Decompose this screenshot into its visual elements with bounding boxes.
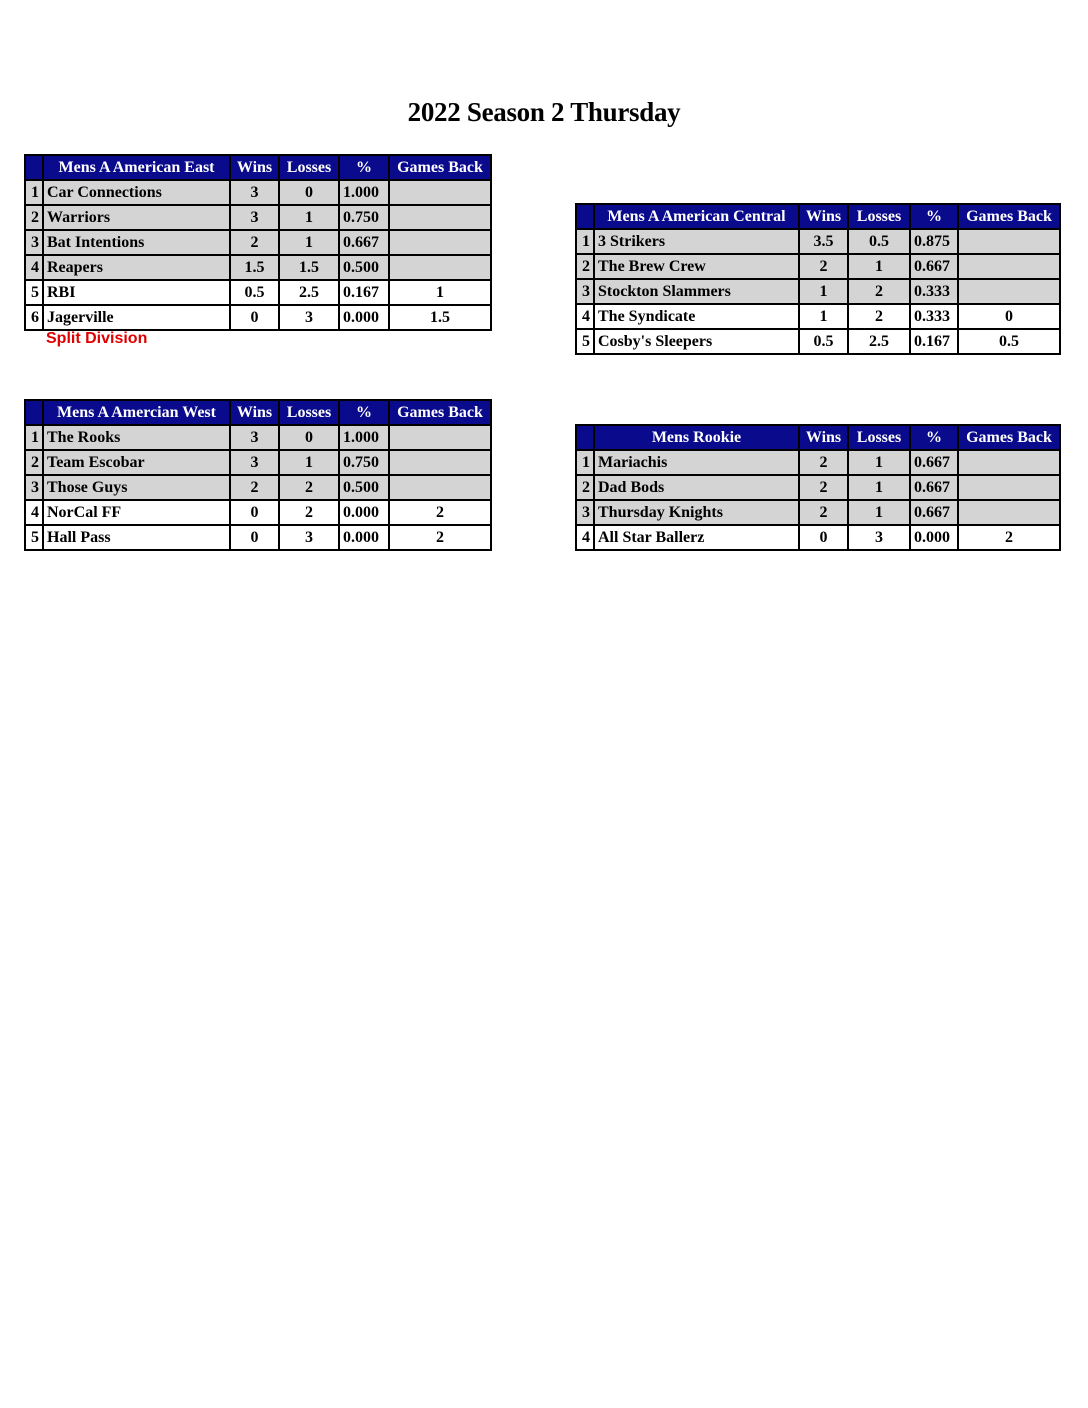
table-row <box>25 450 491 475</box>
rank-cell: 2 <box>576 254 594 279</box>
losses-cell: 1.5 <box>279 255 339 280</box>
table-header-row <box>25 400 491 425</box>
table-row <box>25 305 491 330</box>
rank-cell: 3 <box>576 500 594 525</box>
losses-cell: 1 <box>279 450 339 475</box>
wins-cell: 2 <box>799 254 848 279</box>
pct-header: % <box>339 155 389 180</box>
wins-cell: 0 <box>230 500 279 525</box>
games-back-cell <box>389 450 491 475</box>
team-name: 3 Strikers <box>594 229 799 254</box>
wins-cell: 3.5 <box>799 229 848 254</box>
pct-header: % <box>339 400 389 425</box>
pct-cell: 0.000 <box>339 500 389 525</box>
wins-cell: 3 <box>230 180 279 205</box>
games-back-cell <box>389 255 491 280</box>
team-name: Jagerville <box>43 305 230 330</box>
rank-cell: 5 <box>576 329 594 354</box>
team-name: Dad Bods <box>594 475 799 500</box>
losses-cell: 2.5 <box>848 329 910 354</box>
rank-cell: 5 <box>25 280 43 305</box>
rank-cell: 5 <box>25 525 43 550</box>
team-name: NorCal FF <box>43 500 230 525</box>
table-row <box>576 525 1060 550</box>
pct-cell: 1.000 <box>339 425 389 450</box>
division-name: Mens Rookie <box>594 425 799 450</box>
rank-cell: 1 <box>576 229 594 254</box>
table-row <box>576 229 1060 254</box>
games-back-header: Games Back <box>958 204 1060 229</box>
team-name: Reapers <box>43 255 230 280</box>
team-name: All Star Ballerz <box>594 525 799 550</box>
team-name: The Rooks <box>43 425 230 450</box>
table-row <box>576 304 1060 329</box>
table-row <box>576 450 1060 475</box>
division-name: Mens A Amercian West <box>43 400 230 425</box>
table-row <box>25 500 491 525</box>
team-name: Bat Intentions <box>43 230 230 255</box>
wins-header: Wins <box>799 425 848 450</box>
rank-cell: 2 <box>576 475 594 500</box>
team-name: Car Connections <box>43 180 230 205</box>
team-name: The Brew Crew <box>594 254 799 279</box>
wins-cell: 2 <box>799 500 848 525</box>
pct-cell: 0.667 <box>910 450 958 475</box>
rank-cell: 1 <box>576 450 594 475</box>
rank-cell: 2 <box>25 205 43 230</box>
pct-cell: 0.500 <box>339 255 389 280</box>
games-back-cell: 1 <box>389 280 491 305</box>
wins-cell: 0.5 <box>799 329 848 354</box>
team-name: Thursday Knights <box>594 500 799 525</box>
games-back-cell <box>958 229 1060 254</box>
losses-cell: 1 <box>848 475 910 500</box>
games-back-header: Games Back <box>389 155 491 180</box>
wins-header: Wins <box>799 204 848 229</box>
pct-cell: 1.000 <box>339 180 389 205</box>
losses-cell: 1 <box>279 205 339 230</box>
pct-cell: 0.667 <box>339 230 389 255</box>
wins-cell: 2 <box>799 475 848 500</box>
standings-table-rookie <box>575 424 1061 551</box>
rank-cell: 4 <box>576 304 594 329</box>
pct-cell: 0.500 <box>339 475 389 500</box>
table-row <box>576 254 1060 279</box>
rank-header <box>576 204 594 229</box>
table-row <box>576 500 1060 525</box>
wins-header: Wins <box>230 400 279 425</box>
rank-header <box>576 425 594 450</box>
games-back-cell <box>958 254 1060 279</box>
rank-header <box>25 155 43 180</box>
rank-cell: 3 <box>25 230 43 255</box>
losses-header: Losses <box>279 400 339 425</box>
pct-header: % <box>910 204 958 229</box>
team-name: RBI <box>43 280 230 305</box>
team-name: The Syndicate <box>594 304 799 329</box>
games-back-cell: 2 <box>958 525 1060 550</box>
games-back-cell: 1.5 <box>389 305 491 330</box>
losses-cell: 2 <box>848 304 910 329</box>
pct-cell: 0.000 <box>339 305 389 330</box>
table-row <box>576 279 1060 304</box>
losses-cell: 1 <box>848 500 910 525</box>
losses-cell: 2 <box>279 500 339 525</box>
rank-cell: 4 <box>25 255 43 280</box>
pct-cell: 0.750 <box>339 450 389 475</box>
table-row <box>25 230 491 255</box>
table-row <box>25 425 491 450</box>
games-back-cell <box>389 425 491 450</box>
games-back-header: Games Back <box>389 400 491 425</box>
team-name: Stockton Slammers <box>594 279 799 304</box>
wins-cell: 0 <box>230 525 279 550</box>
pct-cell: 0.667 <box>910 254 958 279</box>
rank-cell: 1 <box>25 180 43 205</box>
division-name: Mens A American Central <box>594 204 799 229</box>
losses-cell: 0.5 <box>848 229 910 254</box>
pct-cell: 0.667 <box>910 475 958 500</box>
pct-cell: 0.000 <box>910 525 958 550</box>
wins-cell: 3 <box>230 205 279 230</box>
pct-cell: 0.000 <box>339 525 389 550</box>
losses-cell: 0 <box>279 425 339 450</box>
rank-cell: 4 <box>576 525 594 550</box>
wins-cell: 3 <box>230 450 279 475</box>
team-name: Team Escobar <box>43 450 230 475</box>
wins-cell: 1 <box>799 279 848 304</box>
wins-cell: 2 <box>799 450 848 475</box>
games-back-cell: 0 <box>958 304 1060 329</box>
rank-cell: 4 <box>25 500 43 525</box>
rank-cell: 3 <box>25 475 43 500</box>
table-row <box>25 280 491 305</box>
games-back-cell: 2 <box>389 500 491 525</box>
table-header-row <box>576 204 1060 229</box>
team-name: Those Guys <box>43 475 230 500</box>
rank-cell: 3 <box>576 279 594 304</box>
rank-cell: 2 <box>25 450 43 475</box>
standings-table-american-east <box>24 154 492 331</box>
division-name: Mens A American East <box>43 155 230 180</box>
rank-header <box>25 400 43 425</box>
losses-cell: 2.5 <box>279 280 339 305</box>
games-back-cell <box>958 475 1060 500</box>
pct-cell: 0.333 <box>910 304 958 329</box>
rank-cell: 6 <box>25 305 43 330</box>
table-header-row <box>25 155 491 180</box>
wins-cell: 1 <box>799 304 848 329</box>
games-back-cell <box>389 205 491 230</box>
pct-cell: 0.875 <box>910 229 958 254</box>
losses-cell: 2 <box>848 279 910 304</box>
losses-cell: 1 <box>848 450 910 475</box>
wins-cell: 2 <box>230 475 279 500</box>
pct-cell: 0.667 <box>910 500 958 525</box>
games-back-cell <box>389 475 491 500</box>
pct-cell: 0.333 <box>910 279 958 304</box>
games-back-cell: 2 <box>389 525 491 550</box>
wins-cell: 0.5 <box>230 280 279 305</box>
losses-cell: 3 <box>279 525 339 550</box>
team-name: Mariachis <box>594 450 799 475</box>
pct-cell: 0.167 <box>910 329 958 354</box>
losses-cell: 1 <box>279 230 339 255</box>
losses-header: Losses <box>848 425 910 450</box>
table-row <box>25 525 491 550</box>
games-back-cell <box>958 279 1060 304</box>
losses-cell: 2 <box>279 475 339 500</box>
games-back-cell <box>389 180 491 205</box>
standings-table-american-west <box>24 399 492 551</box>
wins-header: Wins <box>230 155 279 180</box>
team-name: Warriors <box>43 205 230 230</box>
losses-cell: 1 <box>848 254 910 279</box>
team-name: Hall Pass <box>43 525 230 550</box>
wins-cell: 1.5 <box>230 255 279 280</box>
losses-header: Losses <box>848 204 910 229</box>
pct-header: % <box>910 425 958 450</box>
games-back-cell: 0.5 <box>958 329 1060 354</box>
losses-header: Losses <box>279 155 339 180</box>
table-row <box>576 475 1060 500</box>
split-division-note: Split Division <box>46 330 148 347</box>
table-row <box>25 205 491 230</box>
team-name: Cosby's Sleepers <box>594 329 799 354</box>
wins-cell: 2 <box>230 230 279 255</box>
standings-table-american-central <box>575 203 1061 355</box>
wins-cell: 0 <box>799 525 848 550</box>
pct-cell: 0.167 <box>339 280 389 305</box>
pct-cell: 0.750 <box>339 205 389 230</box>
table-header-row <box>576 425 1060 450</box>
table-row <box>25 180 491 205</box>
table-row <box>576 329 1060 354</box>
games-back-cell <box>958 500 1060 525</box>
games-back-cell <box>389 230 491 255</box>
rank-cell: 1 <box>25 425 43 450</box>
losses-cell: 3 <box>848 525 910 550</box>
losses-cell: 0 <box>279 180 339 205</box>
table-row <box>25 475 491 500</box>
table-row <box>25 255 491 280</box>
wins-cell: 3 <box>230 425 279 450</box>
losses-cell: 3 <box>279 305 339 330</box>
wins-cell: 0 <box>230 305 279 330</box>
page-title: 2022 Season 2 Thursday <box>407 97 681 127</box>
games-back-header: Games Back <box>958 425 1060 450</box>
games-back-cell <box>958 450 1060 475</box>
